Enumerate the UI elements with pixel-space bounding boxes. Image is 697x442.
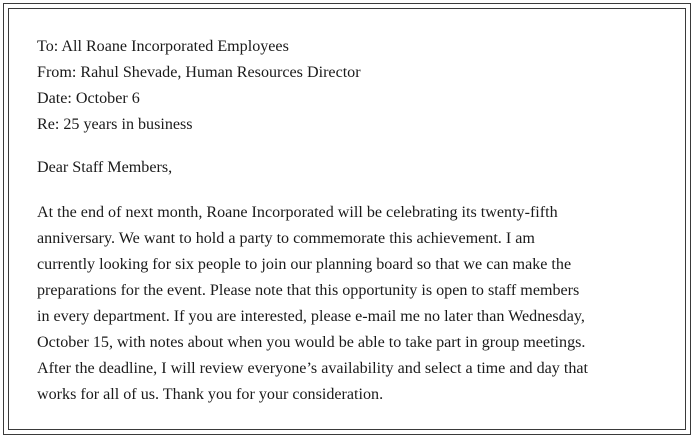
memo-salutation: Dear Staff Members, [37,159,173,176]
body-line: After the deadline, I will review everyone’s availability and select a time and day that [37,360,588,377]
memo-to-line: To: All Roane Incorporated Employees [37,38,289,55]
memo-from-line: From: Rahul Shevade, Human Resources Director [37,64,361,81]
body-line: At the end of next month, Roane Incorporated will be celebrating its twenty-fifth [37,204,558,221]
memo-header [37,34,677,138]
body-line: works for all of us. Thank you for your consideration. [37,386,384,403]
body-line: preparations for the event. Please note that this opportunity is open to staff members [37,282,580,299]
memo-date-line: Date: October 6 [37,90,140,107]
body-line: currently looking for six people to join our planning board so that we can make the [37,256,572,273]
body-line: anniversary. We want to hold a party to commemorate this achievement. I am [37,230,535,247]
memo [37,34,677,408]
body-line: in every department. If you are interested, please e-mail me no later than Wednesday, [37,308,585,325]
memo-subject-line: Re: 25 years in business [37,116,193,133]
body-line: October 15, with notes about when you would be able to take part in group meetings. [37,334,586,351]
memo-body [37,200,673,408]
